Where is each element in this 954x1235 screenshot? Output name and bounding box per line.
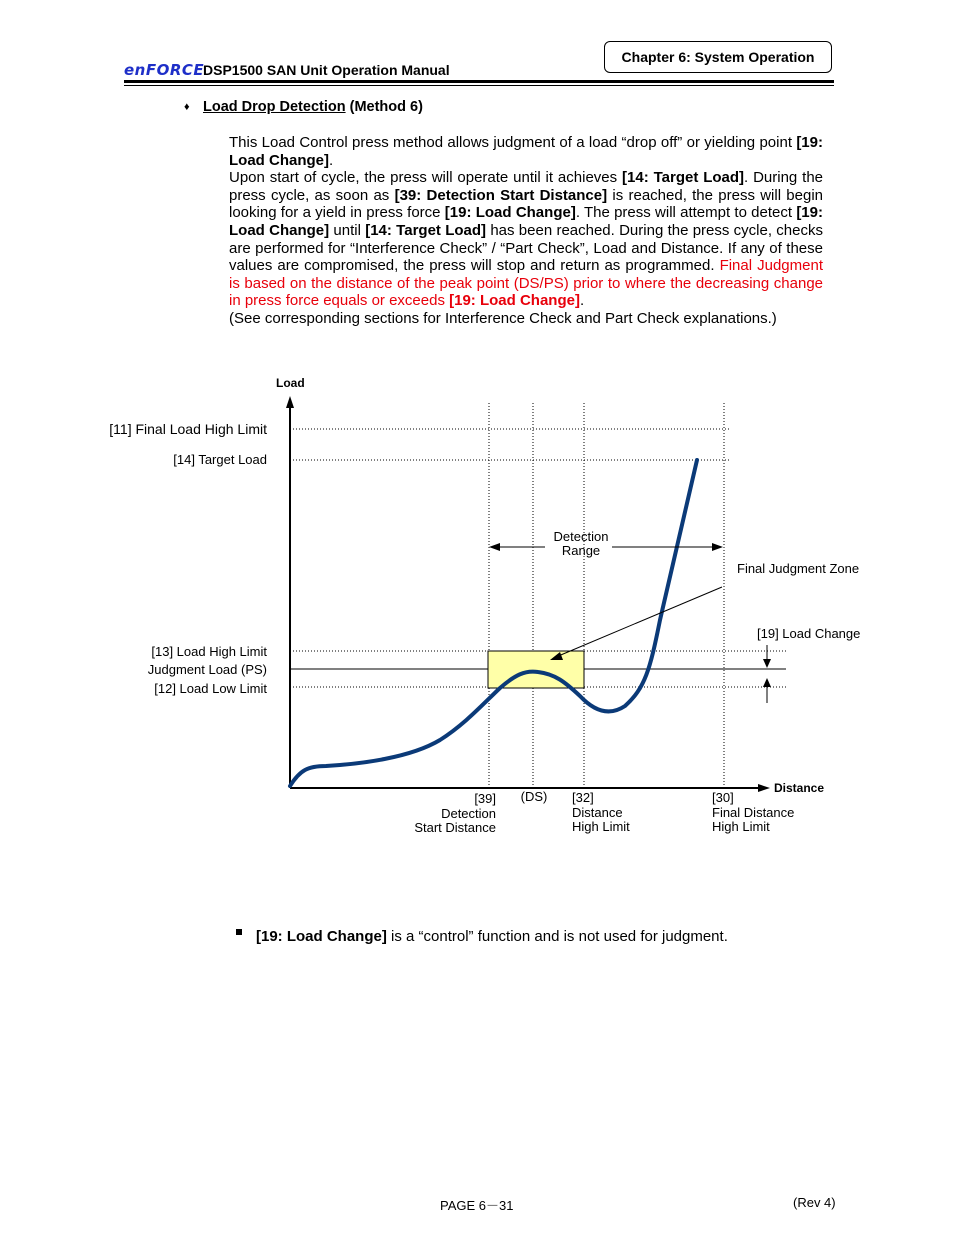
chapter-box: [604, 41, 832, 73]
x-axis-label: Distance: [774, 781, 825, 795]
para-text: This Load Control press method allows judgment of a load “drop off” or yielding point: [229, 134, 797, 151]
target-load-label: [14] Target Load: [173, 452, 267, 467]
para-bold: [19: Load Change]: [229, 204, 823, 239]
para-bold: [14: Target Load]: [365, 221, 487, 239]
para-bold: [19: Load Change]: [444, 204, 576, 222]
detection-start-label-1: [39]: [474, 791, 496, 806]
chapter-label: Chapter 6: System Operation: [621, 49, 815, 65]
detection-range-label-1: Detection: [553, 529, 609, 544]
revision-label: (Rev 4): [793, 1195, 836, 1210]
final-load-high-limit-label: [11] Final Load High Limit: [109, 421, 267, 437]
para-bold: [14: Target Load]: [622, 169, 745, 187]
y-axis-arrow: [286, 396, 294, 408]
header-rule: [124, 80, 834, 83]
manual-title: DSP1500 SAN Unit Operation Manual: [203, 62, 450, 78]
final-distance-high-limit-label-3: High Limit: [712, 819, 770, 834]
para-red-bold: [19: Load Change]: [449, 292, 580, 310]
final-judgment-zone-box: [488, 651, 584, 688]
final-judgment-zone-leader: [556, 587, 722, 657]
body-paragraph: [229, 134, 823, 328]
para-text: . During the press cycle, as soon as: [229, 169, 823, 204]
load-change-arrowhead-up: [763, 678, 771, 687]
para-text: Upon start of cycle, the press will operate until it achieves: [229, 169, 623, 187]
square-bullet-icon: [236, 929, 242, 935]
para-text: .: [329, 151, 334, 169]
diamond-bullet-icon: ♦: [184, 101, 190, 113]
para-text: . The press will attempt to detect: [575, 204, 797, 222]
load-change-label: [19] Load Change: [757, 626, 861, 641]
para-text: is reached, the press will begin looking for a yield in press force: [229, 186, 824, 222]
load-low-limit-label: [12] Load Low Limit: [154, 681, 267, 696]
final-distance-high-limit-label-2: Final Distance: [712, 805, 795, 820]
note-bold: [19: Load Change]: [256, 928, 387, 945]
detection-range-arrowhead-left: [489, 543, 500, 551]
note-text: is a “control” function and is not used for judgment.: [386, 928, 728, 945]
load-change-note: [256, 928, 728, 945]
detection-start-label-2: Detection: [441, 806, 496, 821]
final-distance-high-limit-label-1: [30]: [712, 790, 734, 805]
detection-start-label-3: Start Distance: [414, 820, 496, 835]
distance-high-limit-label-3: High Limit: [572, 819, 630, 834]
distance-high-limit-label-1: [32]: [572, 790, 594, 805]
para-text: (See corresponding sections for Interference Check and Part Check explanations.): [229, 309, 777, 327]
para-red-text: Final Judgment is based on the distance of the peak point (DS/PS) prior to where the decreasing change in press force equals or exceeds: [229, 257, 823, 310]
section-title-method: (Method 6): [345, 99, 423, 115]
section-title-link: Load Drop Detection: [203, 99, 346, 115]
para-text: until: [329, 221, 366, 239]
detection-range-label-2: Range: [561, 543, 601, 558]
distance-high-limit-label-2: Distance: [572, 805, 623, 820]
load-drop-chart: [90, 370, 870, 845]
header-rule-thin: [124, 85, 834, 86]
page-number: PAGE 6－31: [440, 1198, 514, 1213]
load-high-limit-label: [13] Load High Limit: [151, 644, 267, 659]
judgment-load-label: Judgment Load (PS): [147, 662, 267, 677]
x-axis-arrow: [758, 784, 770, 792]
detection-range-arrowhead-right: [712, 543, 723, 551]
load-change-arrowhead-down: [763, 659, 771, 668]
para-bold: [39: Detection Start Distance]: [394, 186, 608, 204]
para-text: .: [579, 292, 585, 310]
enforce-logo: enFORCE: [124, 61, 205, 79]
y-axis-label: Load: [276, 376, 305, 390]
para-text: has been reached. During the press cycle, checks are performed for “Interference Check” / “Part Check”, Load and Distance. If any of these values are compromised, the press will stop and return as programmed.: [229, 221, 823, 275]
section-title: [203, 99, 423, 115]
para-bold: [19: Load Change]: [229, 134, 823, 169]
final-judgment-zone-label: Final Judgment Zone: [737, 561, 860, 576]
ds-label: (DS): [520, 789, 548, 804]
